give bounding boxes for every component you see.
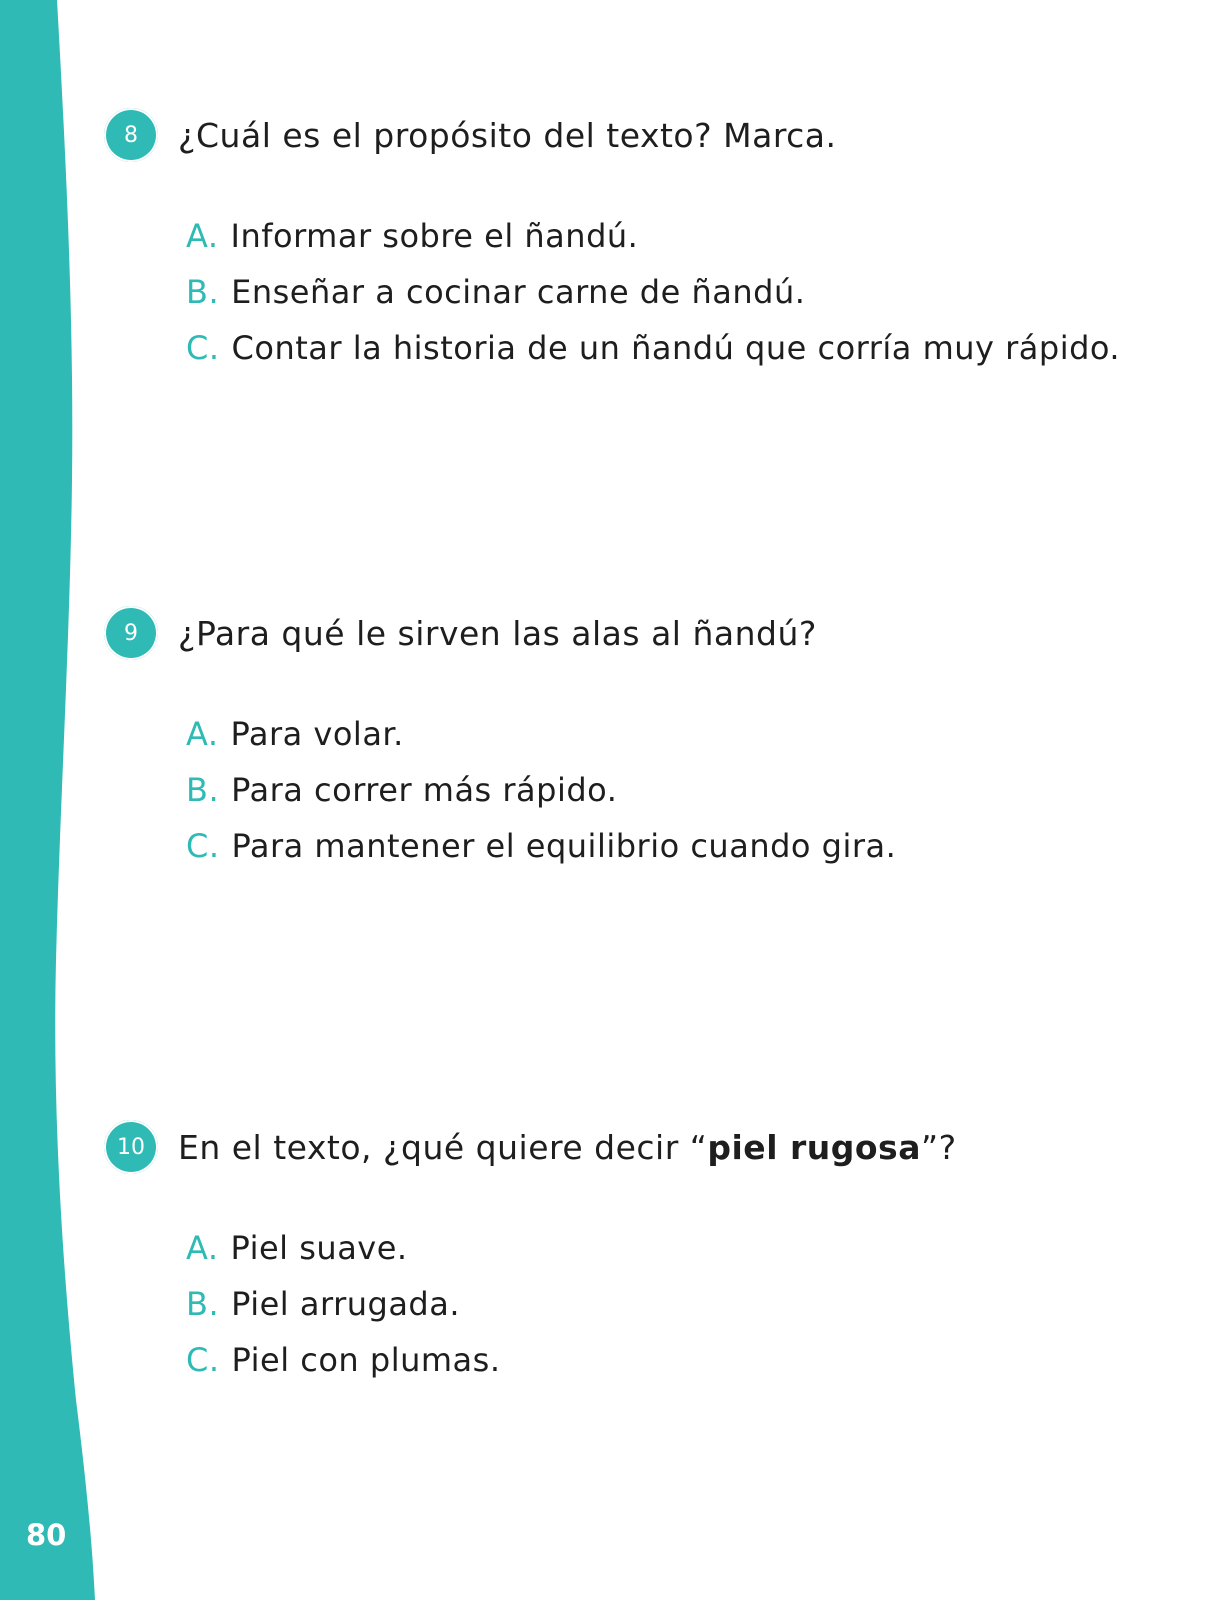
option-text: Piel suave. (230, 1229, 408, 1267)
question-text: ¿Cuál es el propósito del texto? Marca. (178, 115, 837, 155)
question-text: ¿Para qué le sirven las alas al ñandú? (178, 613, 817, 653)
option-text: Piel arrugada. (231, 1285, 461, 1323)
option-c[interactable] (186, 320, 1120, 376)
question-number-badge: 8 (104, 108, 158, 162)
option-b[interactable] (186, 1276, 957, 1332)
option-text: Para correr más rápido. (231, 771, 618, 809)
decorative-side-band (0, 0, 110, 1600)
option-a[interactable] (186, 706, 896, 762)
question-number-badge: 10 (104, 1120, 158, 1174)
option-a[interactable] (186, 1220, 957, 1276)
page-number: 80 (26, 1518, 67, 1552)
option-letter: A. (186, 1229, 219, 1267)
option-b[interactable] (186, 264, 1120, 320)
question-9 (104, 606, 896, 874)
question-8 (104, 108, 1120, 376)
option-text: Para mantener el equilibrio cuando gira. (231, 827, 897, 865)
option-b[interactable] (186, 762, 896, 818)
option-text: Piel con plumas. (231, 1341, 501, 1379)
option-a[interactable] (186, 208, 1120, 264)
option-letter: B. (186, 1285, 220, 1323)
option-letter: C. (186, 329, 220, 367)
question-text-bold: piel rugosa (707, 1127, 921, 1167)
option-text: Informar sobre el ñandú. (230, 217, 639, 255)
question-number-badge: 9 (104, 606, 158, 660)
question-text-before: En el texto, ¿qué quiere decir “ (178, 1127, 708, 1167)
option-letter: A. (186, 217, 219, 255)
option-text: Contar la historia de un ñandú que corría muy rápido. (231, 329, 1121, 367)
answer-options (186, 706, 896, 874)
option-text: Enseñar a cocinar carne de ñandú. (231, 273, 806, 311)
question-text-after: ”? (920, 1127, 957, 1167)
question-10 (104, 1120, 957, 1388)
option-text: Para volar. (230, 715, 404, 753)
option-letter: B. (186, 771, 220, 809)
option-letter: C. (186, 1341, 220, 1379)
question-text (178, 1128, 957, 1167)
answer-options (186, 208, 1120, 376)
option-letter: C. (186, 827, 220, 865)
option-letter: B. (186, 273, 220, 311)
option-c[interactable] (186, 1332, 957, 1388)
option-letter: A. (186, 715, 219, 753)
option-c[interactable] (186, 818, 896, 874)
answer-options (186, 1220, 957, 1388)
